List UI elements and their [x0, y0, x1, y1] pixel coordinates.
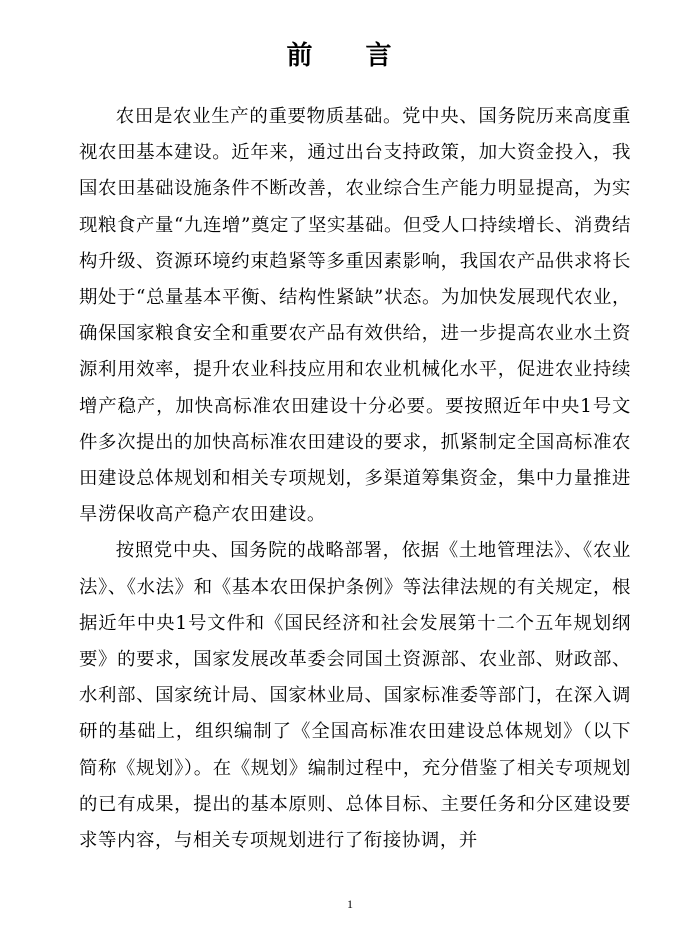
paragraph-1: 农田是农业生产的重要物质基础。党中央、国务院历来高度重视农田基本建设。近年来，通过出台支持政策，加大资金投入，我国农田基础设施条件不断改善，农业综合生产能力明显提高，为实现粮食产量“九连增”奠定了坚实基础。但受人口持续增长、消费结构升级、资源环境约束趋紧等多重因素影响，我国农产品供求将长期处于“总量基本平衡、结构性紧缺”状态。为加快发展现代农业，确保国家粮食安全和重要农产品有效供给，进一步提高农业水土资源利用效率，提升农业科技应用和农业机械化水平，促进农业持续增产稳产，加快高标准农田建设十分必要。要按照近年中央1号文件多次提出的加快高标准农田建设的要求，抓紧制定全国高标准农田建设总体规划和相关专项规划，多渠道筹集资金，集中力量推进旱涝保收高产稳产农田建设。 [79, 106, 631, 526]
page-number: 1 [347, 897, 353, 911]
document-body [79, 99, 631, 859]
paragraph-2: 按照党中央、国务院的战略部署，依据《土地管理法》、《农业法》、《水法》和《基本农田保护条例》等法律法规的有关规定，根据近年中央1号文件和《国民经济和社会发展第十二个五年规划纲要》的要求，国家发展改革委会同国土资源部、农业部、财政部、水利部、国家统计局、国家林业局、国家标准委等部门，在深入调研的基础上，组织编制了《全国高标准农田建设总体规划》（以下简称《规划》）。在《规划》编制过程中，充分借鉴了相关专项规划的已有成果，提出的基本原则、总体目标、主要任务和分区建设要求等内容，与相关专项规划进行了衔接协调，并 [79, 540, 631, 852]
page-title: 前 言 [286, 41, 414, 71]
